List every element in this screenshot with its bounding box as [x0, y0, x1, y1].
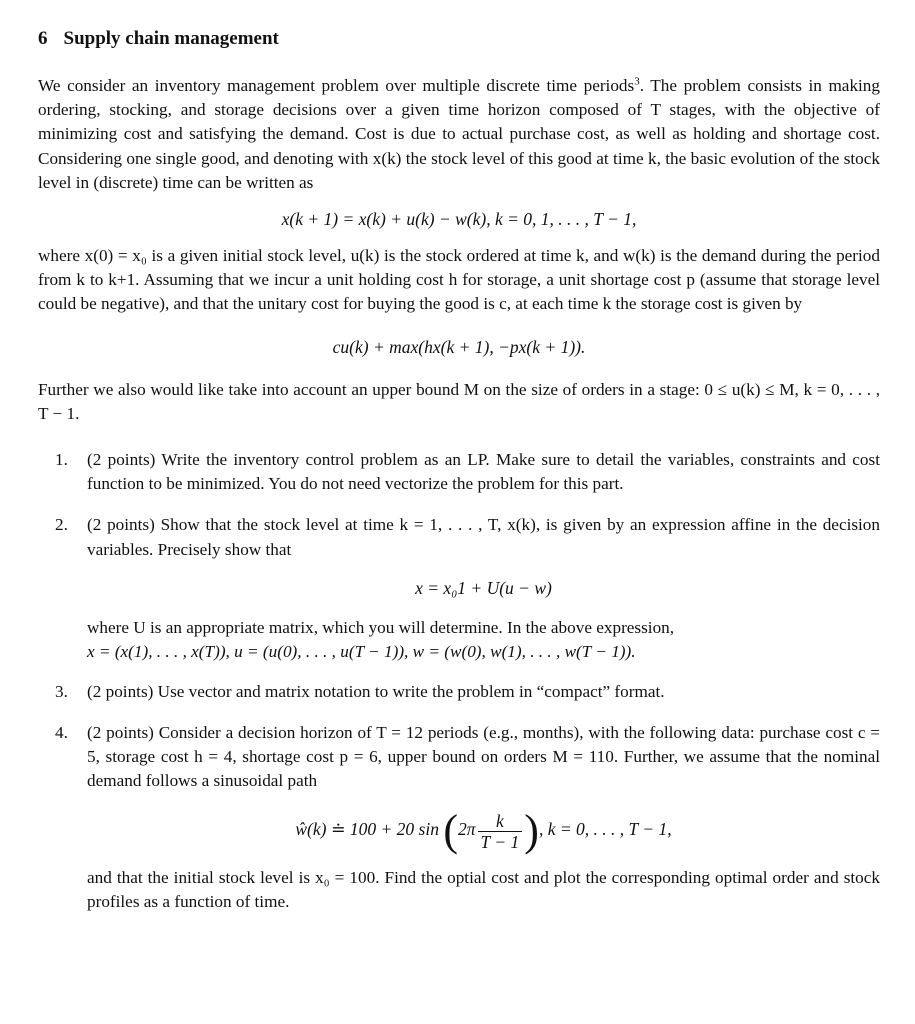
question-list — [38, 448, 880, 914]
question-3 — [38, 680, 880, 704]
question-marker: 4. — [55, 722, 68, 742]
demand-equation — [87, 806, 880, 856]
question-text: (2 points) Show that the stock level at time k = 1, . . . , T, x(k), is given by an expression affine in the decision variables. Precisely show that — [87, 515, 880, 559]
definitions-paragraph: where x(0) = x₀ is a given initial stock level, u(k) is the stock ordered at time k, and w(k) is the demand during the period from k to k+1. Assuming that we incur a unit holding cost h for storage, a unit shortage cost p (assume that storage level could be negative), and that the unitary cost for buying the good is c, at each time k the storage cost is given by — [38, 246, 880, 314]
section-title: Supply chain management — [63, 28, 279, 49]
question-text: (2 points) Use vector and matrix notation to write the problem in “compact” format. — [87, 682, 665, 702]
initial-stock-text: and that the initial stock level is x₀ = 100. Find the optial cost and plot the corresponding optimal order and stock profiles as a function of time. — [87, 867, 880, 911]
question-marker: 2. — [55, 515, 68, 535]
vector-definitions: x = (x(1), . . . , x(T)), u = (u(0), . . . , u(T − 1)), w = (w(0), w(1), . . . , w(T − 1)). — [87, 642, 636, 662]
question-marker: 1. — [55, 450, 68, 470]
question-2 — [38, 513, 880, 664]
intro-paragraph — [38, 74, 880, 195]
question-marker: 3. — [55, 682, 68, 702]
matrix-explanation: where U is an appropriate matrix, which you will determine. In the above expression, — [87, 618, 675, 638]
question-4 — [38, 721, 880, 915]
left-paren: ( — [443, 806, 459, 856]
affine-stock-equation: x = x₀1 + U(u − w) — [415, 577, 552, 598]
storage-cost-equation: cu(k) + max(hx(k + 1), −px(k + 1)). — [332, 336, 586, 357]
demand-rhs: , k = 0, . . . , T − 1, — [538, 819, 672, 840]
upper-bound-paragraph: Further we also would like take into account an upper bound M on the size of orders in a stage: 0 ≤ u(k) ≤ M, k = 0, . . . , T − 1. — [38, 379, 880, 423]
right-paren: ) — [524, 806, 539, 856]
demand-lhs: ŵ(k) ≐ 100 + 20 sin — [295, 819, 439, 840]
intro-text: We consider an inventory management problem over multiple discrete time periods — [38, 76, 635, 95]
section-number: 6 — [38, 28, 48, 49]
question-text: (2 points) Write the inventory control problem as an LP. Make sure to detail the variables, constraints and cost function to be minimized. You do not need vectorize the problem for this part. — [87, 450, 880, 494]
document-page — [38, 26, 880, 914]
fraction — [478, 811, 523, 852]
question-text: (2 points) Consider a decision horizon of T = 12 periods (e.g., months), with the following data: purchase cost c = 5, storage cost h = 4, shortage cost p = 6, upper bound on orders M = 110. Further, we assume that the nominal demand follows a sinusoidal path — [87, 722, 880, 791]
fraction-numerator: k — [478, 811, 523, 832]
two-pi: 2π — [458, 819, 476, 840]
fraction-denominator: T − 1 — [480, 831, 520, 852]
intro-text-rest: . The problem consists in making ordering, stocking, and storage decisions over a given time horizon composed of T stages, with the objective of minimizing cost and satisfying the demand. Cost is due to actual purchase cost, as well as holding and shortage cost. Considering one single good, and denoting with x(k) the stock level of this good at time k, the basic evolution of the stock level in (discrete) time can be written as — [38, 76, 880, 192]
question-1 — [38, 448, 880, 496]
footnote-mark: 3 — [634, 75, 640, 88]
stock-evolution-equation: x(k + 1) = x(k) + u(k) − w(k), k = 0, 1, . . . , T − 1, — [281, 209, 637, 230]
section-heading — [38, 26, 880, 52]
